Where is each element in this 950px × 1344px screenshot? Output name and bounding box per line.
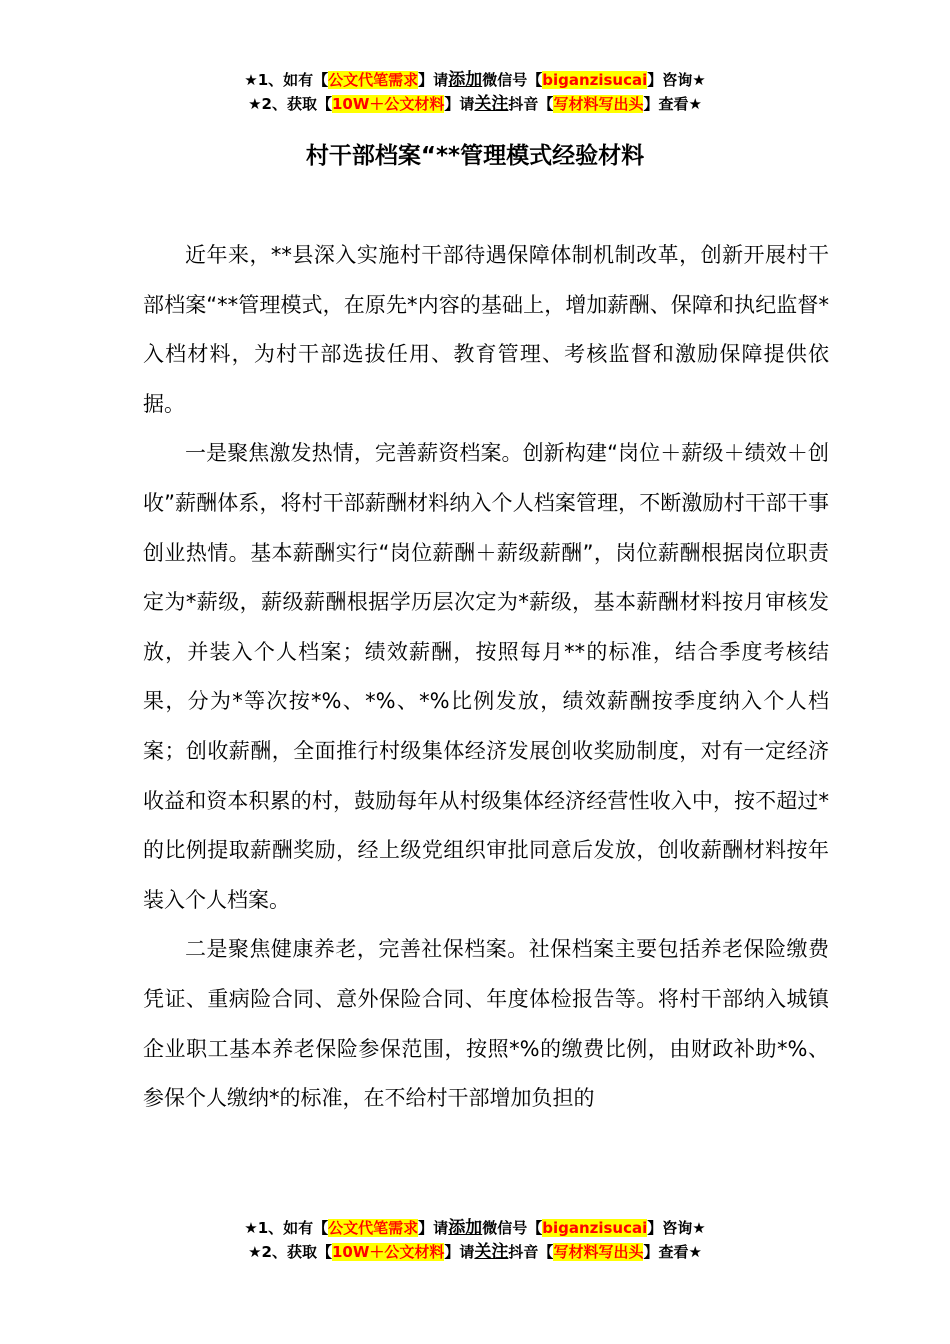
emphasis-follow: 关注 xyxy=(474,94,509,114)
highlight-materials: 10W＋公文材料 xyxy=(331,95,445,113)
banner-line-1: ★1、如有【公文代笔需求】请添加微信号【biganzisucai】咨询★ xyxy=(244,70,706,90)
highlight-douyin: 写材料写出头 xyxy=(553,1243,644,1261)
banner-line-2: ★2、获取【10W＋公文材料】请关注抖音【写材料写出头】查看★ xyxy=(248,1242,702,1262)
highlight-wechat-id: biganzisucai xyxy=(542,71,648,89)
header-banner xyxy=(0,68,950,116)
document-title: 村干部档案“**管理模式经验材料 xyxy=(305,143,645,169)
document-body xyxy=(143,231,829,1124)
highlight-douyin: 写材料写出头 xyxy=(553,95,644,113)
highlight-service: 公文代笔需求 xyxy=(328,1219,419,1237)
highlight-service: 公文代笔需求 xyxy=(328,71,419,89)
banner-line-2: ★2、获取【10W＋公文材料】请关注抖音【写材料写出头】查看★ xyxy=(248,94,702,114)
emphasis-add: 添加 xyxy=(448,70,483,90)
banner-line-1: ★1、如有【公文代笔需求】请添加微信号【biganzisucai】咨询★ xyxy=(244,1218,706,1238)
highlight-materials: 10W＋公文材料 xyxy=(331,1243,445,1261)
paragraph-salary: 一是聚焦激发热情，完善薪资档案。创新构建“岗位＋薪级＋绩效＋创收”薪酬体系，将村干部薪酬材料纳入个人档案管理，不断激励村干部干事创业热情。基本薪酬实行“岗位薪酬＋薪级薪酬”，岗位薪酬根据岗位职责定为*薪级，薪级薪酬根据学历层次定为*薪级，基本薪酬材料按月审核发放，并装入个人档案；绩效薪酬，按照每月**的标准，结合季度考核结果，分为*等次按*%、*%、*%比例发放，绩效薪酬按季度纳入个人档案；创收薪酬，全面推行村级集体经济发展创收奖励制度，对有一定经济收益和资本积累的村，鼓励每年从村级集体经济经营性收入中，按不超过*的比例提取薪酬奖励，经上级党组织审批同意后发放，创收薪酬材料按年装入个人档案。 xyxy=(143,441,829,912)
paragraph-social-security: 二是聚焦健康养老，完善社保档案。社保档案主要包括养老保险缴费凭证、重病险合同、意外保险合同、年度体检报告等。将村干部纳入城镇企业职工基本养老保险参保范围，按照*%的缴费比例，由财政补助*%、参保个人缴纳*的标准，在不给村干部增加负担的 xyxy=(143,937,829,1111)
footer-banner xyxy=(0,1216,950,1264)
paragraph-intro: 近年来，**县深入实施村干部待遇保障体制机制改革，创新开展村干部档案“**管理模式，在原先*内容的基础上，增加薪酬、保障和执纪监督*入档材料，为村干部选拔任用、教育管理、考核监督和激励保障提供依据。 xyxy=(143,243,829,416)
emphasis-add: 添加 xyxy=(448,1218,483,1238)
emphasis-follow: 关注 xyxy=(474,1242,509,1262)
highlight-wechat-id: biganzisucai xyxy=(542,1219,648,1237)
